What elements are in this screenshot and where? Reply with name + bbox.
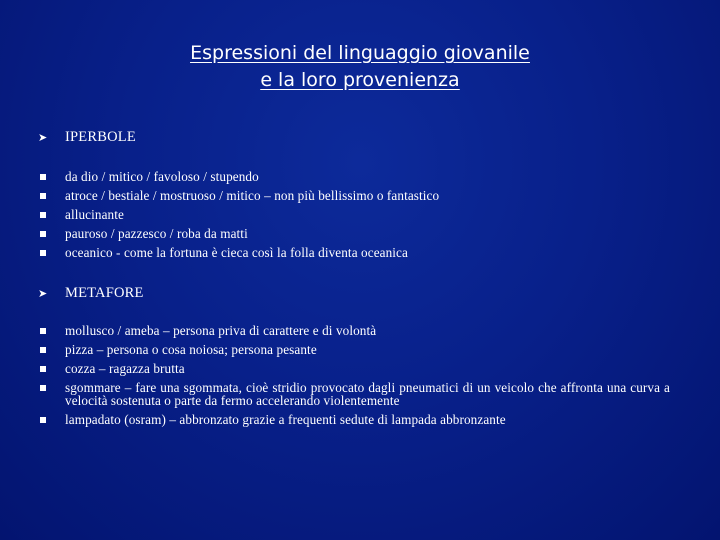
list-item-text: atroce / bestiale / mostruoso / mitico – non più bellissimo o fantastico xyxy=(65,188,440,203)
list-item xyxy=(38,246,670,259)
square-bullet-icon xyxy=(38,413,65,426)
list-item-text: cozza – ragazza brutta xyxy=(65,361,185,376)
list-item xyxy=(38,343,670,356)
list-item-text: allucinante xyxy=(65,207,124,222)
metafore-list xyxy=(38,324,670,432)
iperbole-list xyxy=(38,170,670,265)
square-bullet-icon xyxy=(38,246,65,259)
list-item-text: mollusco / ameba – persona priva di carattere e di volontà xyxy=(65,323,377,338)
arrowhead-bullet-icon: ➤ xyxy=(38,130,48,144)
arrowhead-bullet-icon: ➤ xyxy=(38,286,48,300)
list-item xyxy=(38,324,670,337)
square-bullet-icon xyxy=(38,324,65,337)
list-item xyxy=(38,413,670,426)
list-item-text: pizza – persona o cosa noiosa; persona pesante xyxy=(65,342,317,357)
square-bullet-icon xyxy=(38,189,65,202)
section-heading-text: METAFORE xyxy=(65,284,144,301)
square-bullet-icon xyxy=(38,381,65,394)
title-line-2: e la loro provenienza xyxy=(260,69,460,91)
list-item xyxy=(38,227,670,240)
list-item-text: oceanico - come la fortuna è cieca così la folla diventa oceanica xyxy=(65,245,408,260)
square-bullet-icon xyxy=(38,208,65,221)
list-item xyxy=(38,189,670,202)
square-bullet-icon xyxy=(38,343,65,356)
title-line-1: Espressioni del linguaggio giovanile xyxy=(190,42,530,64)
square-bullet-icon xyxy=(38,170,65,183)
list-item-text: sgommare – fare una sgommata, cioè stridio provocato dagli pneumatici di un veicolo che affronta una curva a velocità sostenuta o parte da fermo accelerando violentemente xyxy=(65,380,670,408)
list-item-text: pauroso / pazzesco / roba da matti xyxy=(65,226,248,241)
list-item-text: lampadato (osram) – abbronzato grazie a frequenti sedute di lampada abbronzante xyxy=(65,412,506,427)
section-heading-text: IPERBOLE xyxy=(65,128,136,145)
list-item-text: da dio / mitico / favoloso / stupendo xyxy=(65,169,259,184)
section-heading-metafore xyxy=(38,283,678,303)
square-bullet-icon xyxy=(38,227,65,240)
list-item xyxy=(38,170,670,183)
slide-title xyxy=(0,40,720,94)
square-bullet-icon xyxy=(38,362,65,375)
section-heading-iperbole xyxy=(38,127,678,147)
list-item xyxy=(38,362,670,375)
list-item xyxy=(38,381,670,407)
list-item xyxy=(38,208,670,221)
